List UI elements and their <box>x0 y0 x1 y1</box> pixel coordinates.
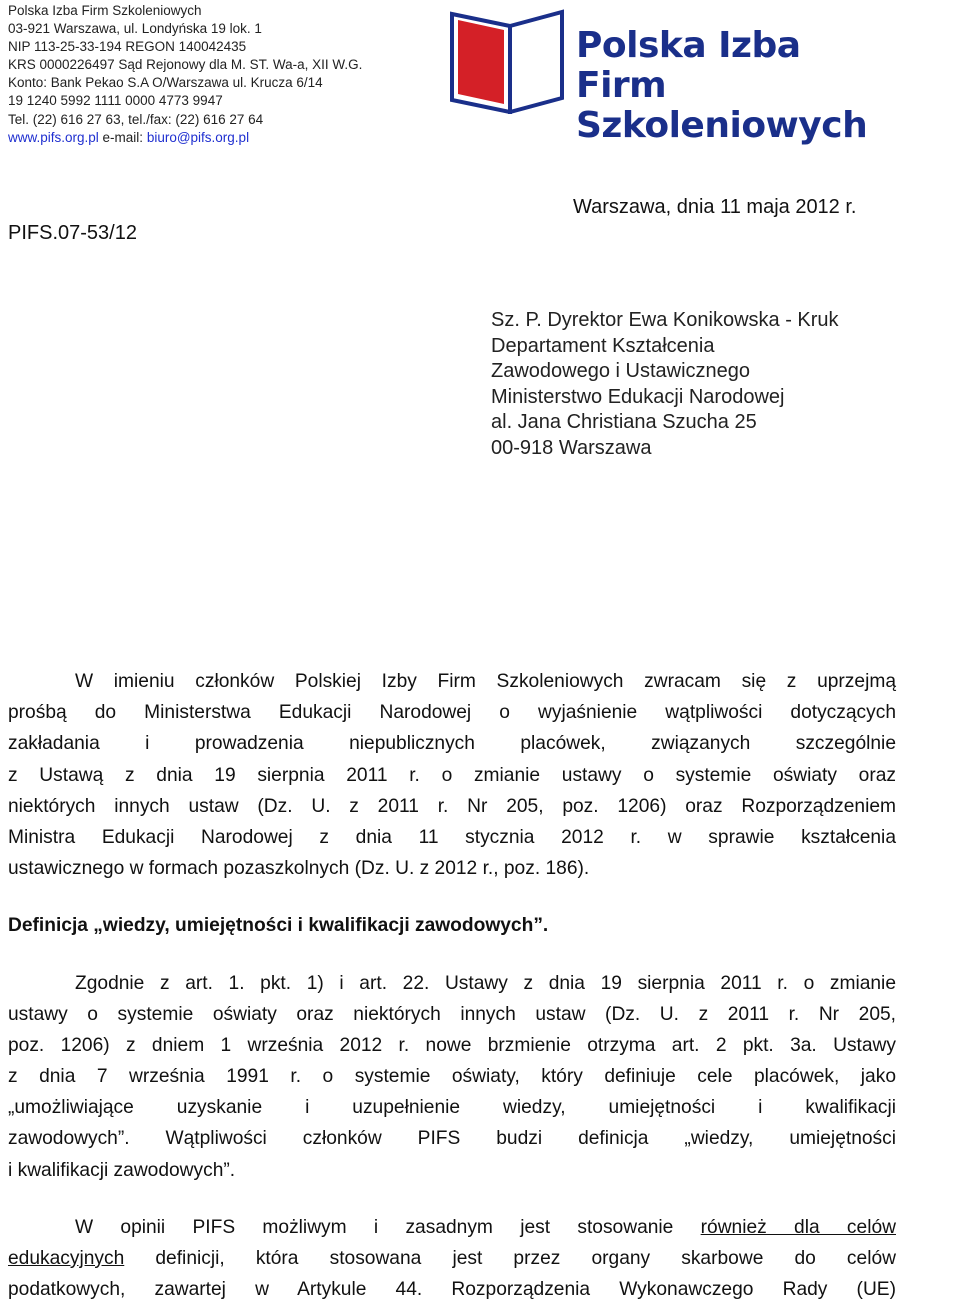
recipient-ministry: Ministerstwo Edukacji Narodowej <box>491 385 785 408</box>
pifs-logo <box>448 8 950 146</box>
recipient-name: Sz. P. Dyrektor Ewa Konikowska - Kruk <box>491 309 839 331</box>
paragraph-request <box>8 666 896 884</box>
sender-krs: KRS 0000226497 Sąd Rejonowy dla M. ST. Wa-a, XII W.G. <box>8 57 363 73</box>
paragraph-line <box>8 1243 896 1274</box>
paragraph-line: ustawy o systemie oświaty oraz niektórych innych ustaw (Dz. U. z 2011 r. Nr 205, <box>8 1003 896 1025</box>
paragraph-line: i kwalifikacji zawodowych”. <box>8 1159 236 1181</box>
text-run: definicji, która stosowana jest przez organy skarbowe do celów <box>124 1248 896 1269</box>
recipient-department-cont: Zawodowego i Ustawicznego <box>491 360 751 382</box>
reference-number: PIFS.07-53/12 <box>8 222 137 244</box>
sender-street: 03-921 Warszawa, ul. Londyńska 19 lok. 1 <box>8 21 262 37</box>
sender-contact-line <box>8 129 438 147</box>
text-run: W opinii PIFS możliwym i zasadnym jest stosowanie <box>75 1216 701 1238</box>
sender-account-number: 19 1240 5992 1111 0000 4773 9947 <box>8 93 223 109</box>
logo-line-1: Polska Izba <box>576 25 801 66</box>
recipient-department: Departament Kształcenia <box>491 334 715 357</box>
paragraph-line: podatkowych, zawartej w Artykule 44. Rozporządzenia Wykonawczego Rady (UE) <box>8 1279 896 1301</box>
recipient-street: al. Jana Christiana Szucha 25 <box>491 411 757 433</box>
letter-body <box>8 666 896 1305</box>
sender-bank: Konto: Bank Pekao S.A O/Warszawa ul. Krucza 6/14 <box>8 75 323 91</box>
paragraph-definition <box>8 968 896 1186</box>
underlined-text: edukacyjnych <box>8 1248 125 1269</box>
paragraph-line: zakładania i prowadzenia niepublicznych placówek, związanych szczególnie <box>8 733 896 755</box>
paragraph-line: ustawicznego w formach pozaszkolnych (Dz. U. z 2012 r., poz. 186). <box>8 858 590 880</box>
paragraph-line: niektórych innych ustaw (Dz. U. z 2011 r. Nr 205, poz. 1206) oraz Rozporządzeniem <box>8 795 896 817</box>
paragraph-line: z dnia 7 września 1991 r. o systemie oświaty, który definiuje cele placówek, jako <box>8 1066 896 1088</box>
email-link[interactable]: biuro@pifs.org.pl <box>146 129 250 145</box>
paragraph-line: W imieniu członków Polskiej Izby Firm Szkoleniowych zwracam się z uprzejmą <box>75 671 896 692</box>
sender-phone: Tel. (22) 616 27 63, tel./fax: (22) 616 27 64 <box>8 111 264 127</box>
paragraph-line: prośbą do Ministerstwa Edukacji Narodowej o wyjaśnienie wątpliwości dotyczących <box>8 702 896 724</box>
paragraph-line: Ministra Edukacji Narodowej z dnia 11 stycznia 2012 r. w sprawie kształcenia <box>8 826 896 848</box>
sender-nip-regon: NIP 113-25-33-194 REGON 140042435 <box>8 39 247 55</box>
sender-address-block <box>8 2 438 147</box>
paragraph-line: Zgodnie z art. 1. pkt. 1) i art. 22. Ustawy z dnia 19 sierpnia 2011 r. o zmianie <box>75 972 896 994</box>
paragraph-line: „umożliwiające uzyskanie i uzupełnienie wiedzy, umiejętności i kwalifikacji <box>8 1097 896 1119</box>
letter-date: Warszawa, dnia 11 maja 2012 r. <box>573 196 857 218</box>
recipient-address-block <box>491 308 839 461</box>
book-logo-icon <box>448 8 566 114</box>
sender-name: Polska Izba Firm Szkoleniowych <box>8 3 202 18</box>
recipient-city: 00-918 Warszawa <box>491 436 652 459</box>
paragraph-opinion <box>8 1212 896 1305</box>
email-label: e-mail: <box>98 129 147 145</box>
paragraph-line: zawodowych”. Wątpliwości członków PIFS budzi definicja „wiedzy, umiejętności <box>8 1128 896 1150</box>
underlined-text: również dla celów <box>700 1216 896 1238</box>
paragraph-line <box>8 1212 896 1243</box>
website-link[interactable]: www.pifs.org.pl <box>8 129 99 145</box>
logo-wordmark <box>576 26 950 146</box>
logo-line-2: Firm Szkoleniowych <box>576 65 868 146</box>
paragraph-line: z Ustawą z dnia 19 sierpnia 2011 r. o zmianie ustawy o systemie oświaty oraz <box>8 764 896 786</box>
section-heading: Definicja „wiedzy, umiejętności i kwalifikacji zawodowych”. <box>8 915 549 937</box>
paragraph-line: poz. 1206) z dniem 1 września 2012 r. nowe brzmienie otrzyma art. 2 pkt. 3a. Ustawy <box>8 1034 896 1056</box>
